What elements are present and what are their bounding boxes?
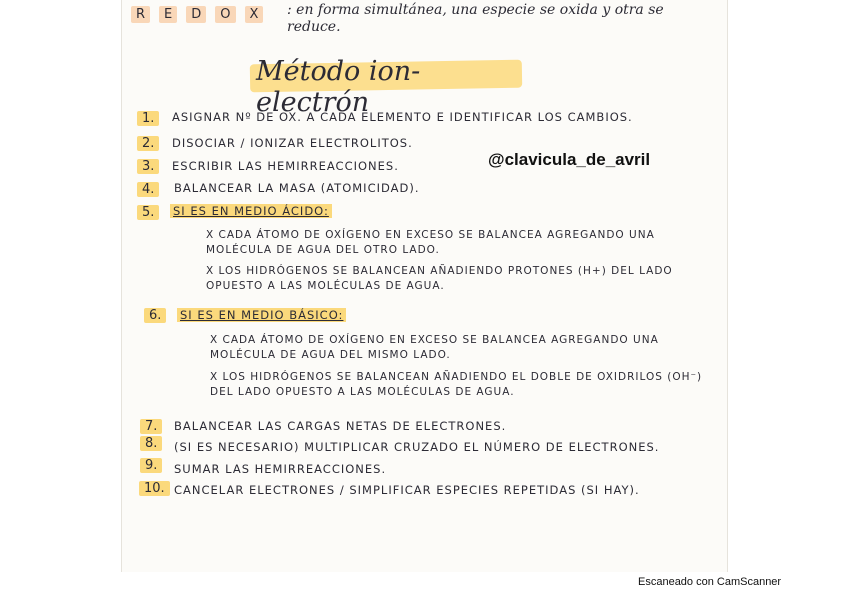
redox-letter-d: D <box>186 6 206 23</box>
step-10-number: 10. <box>139 481 170 496</box>
redox-letter-r: R <box>131 6 150 23</box>
basic-note-1: X CADA ÁTOMO DE OXÍGENO EN EXCESO SE BALANCEA AGREGANDO UNA MOLÉCULA DE AGUA DEL MISMO LADO. <box>210 334 659 361</box>
step-8-text: (SI ES NECESARIO) MULTIPLICAR CRUZADO EL NÚMERO DE ELECTRONES. <box>174 440 660 454</box>
step-4-number: 4. <box>137 182 159 197</box>
step-10-text: CANCELAR ELECTRONES / SIMPLIFICAR ESPECIES REPETIDAS (SI HAY). <box>174 483 640 497</box>
step-2-text: DISOCIAR / IONIZAR ELECTROLITOS. <box>172 136 413 150</box>
redox-letter-e: E <box>159 6 177 23</box>
redox-letters <box>131 6 263 23</box>
step-5-text: SI ES EN MEDIO ÁCIDO: <box>170 204 332 218</box>
step-1-text: ASIGNAR Nº DE OX. A CADA ELEMENTO E IDENTIFICAR LOS CAMBIOS. <box>172 110 633 124</box>
step-7-number: 7. <box>140 419 162 434</box>
step-5-number: 5. <box>137 205 159 220</box>
step-9-text: SUMAR LAS HEMIRREACCIONES. <box>174 462 387 476</box>
step-8-number: 8. <box>140 436 162 451</box>
step-2-number: 2. <box>137 136 159 151</box>
basic-note-2: X LOS HIDRÓGENOS SE BALANCEAN AÑADIENDO EL DOBLE DE OXIDRILOS (OH⁻) DEL LADO OPUESTO A LAS MOLÉCULAS DE AGUA. <box>210 371 703 398</box>
page-title: Método ion-electrón <box>256 56 421 118</box>
step-4-text: BALANCEAR LA MASA (ATOMICIDAD). <box>174 181 420 195</box>
redox-definition: : en forma simultánea, una especie se oxida y otra se reduce. <box>287 2 664 35</box>
step-6-number: 6. <box>144 308 166 323</box>
step-9-number: 9. <box>140 458 162 473</box>
watermark: @clavicula_de_avril <box>488 150 651 169</box>
acid-note-1: X CADA ÁTOMO DE OXÍGENO EN EXCESO SE BALANCEA AGREGANDO UNA MOLÉCULA DE AGUA DEL OTRO LADO. <box>206 229 655 256</box>
step-7-text: BALANCEAR LAS CARGAS NETAS DE ELECTRONES. <box>174 419 507 433</box>
step-6-text: SI ES EN MEDIO BÁSICO: <box>177 308 346 322</box>
redox-letter-x: X <box>245 6 264 23</box>
redox-letter-o: O <box>215 6 235 23</box>
acid-note-2: X LOS HIDRÓGENOS SE BALANCEAN AÑADIENDO PROTONES (H+) DEL LADO OPUESTO A LAS MOLÉCULAS DE AGUA. <box>206 265 673 292</box>
step-3-text: ESCRIBIR LAS HEMIRREACCIONES. <box>172 159 399 173</box>
scanner-footer: Escaneado con CamScanner <box>638 576 782 588</box>
step-1-number: 1. <box>137 111 159 126</box>
step-3-number: 3. <box>137 159 159 174</box>
